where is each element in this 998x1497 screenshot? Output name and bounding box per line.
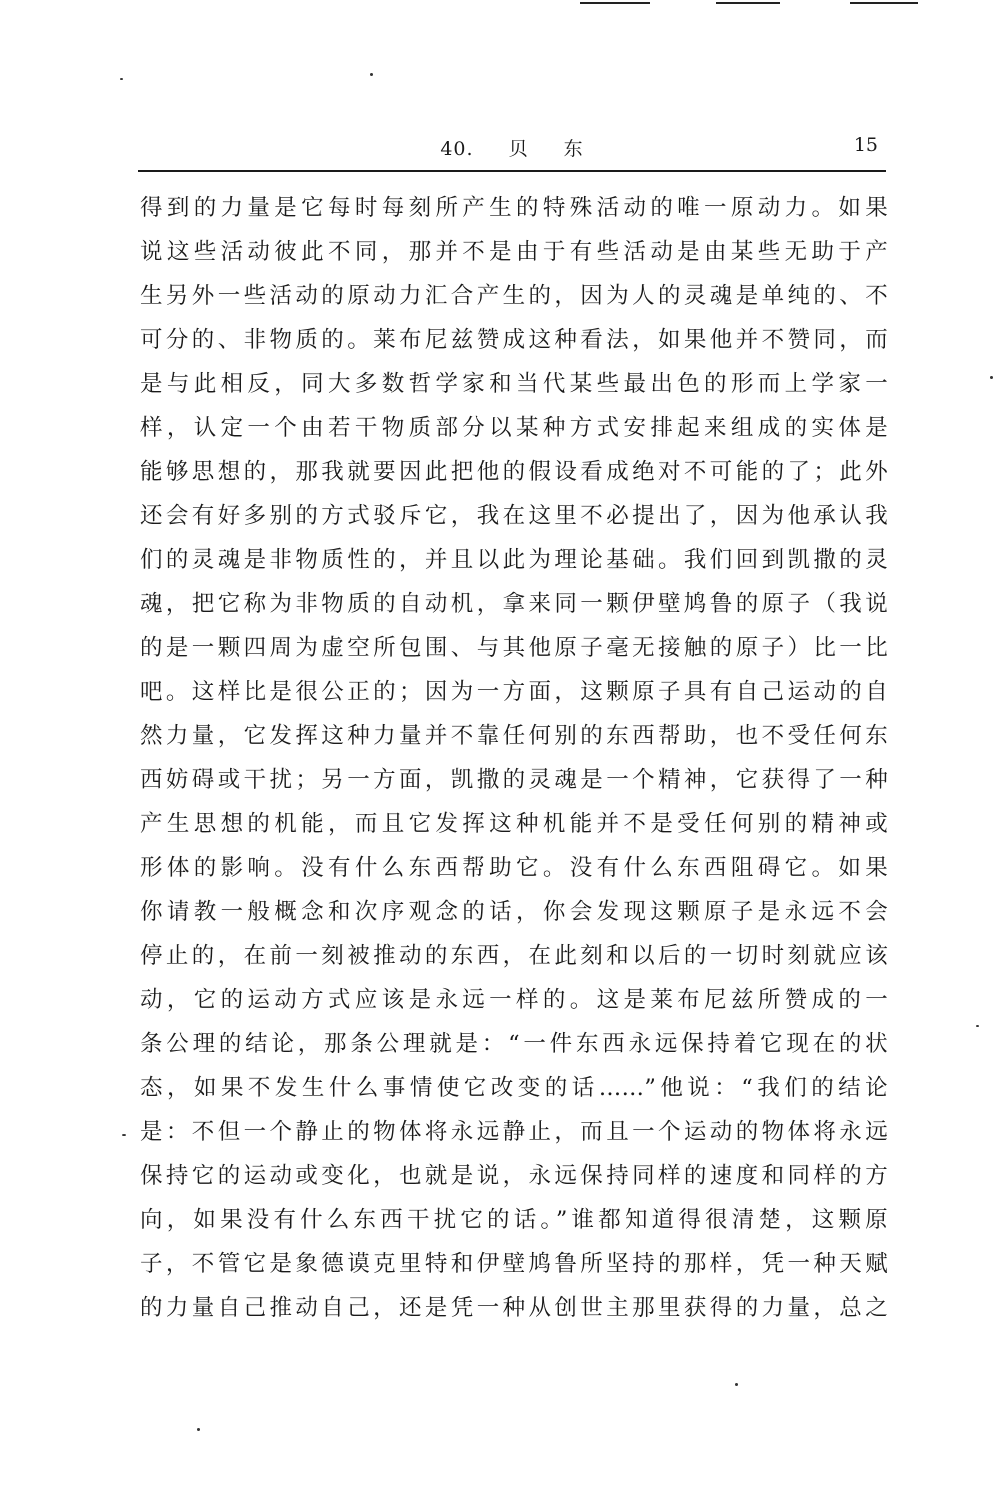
text-line: 还会有好多别的方式驳斥它，我在这里不必提出了，因为他承认我 xyxy=(140,503,888,529)
scan-top-rule-3 xyxy=(850,2,918,4)
text-line: 可分的、非物质的。莱布尼兹赞成这种看法，如果他并不赞同，而 xyxy=(140,327,888,353)
scan-speck xyxy=(120,78,123,80)
text-line: 是与此相反，同大多数哲学家和当代某些最出色的形而上学家一 xyxy=(140,371,888,397)
text-line: 是：不但一个静止的物体将永远静止，而且一个运动的物体将永远 xyxy=(140,1119,888,1145)
text-line: 魂，把它称为非物质的自动机，拿来同一颗伊壁鸠鲁的原子（我说 xyxy=(140,591,888,617)
body-text xyxy=(140,186,888,1330)
text-line: 得到的力量是它每时每刻所产生的特殊活动的唯一原动力。如果 xyxy=(140,195,888,221)
scan-speck xyxy=(990,376,993,379)
text-line: 条公理的结论，那条公理就是：“一件东西永远保持着它现在的状 xyxy=(140,1031,888,1057)
text-line: 形体的影响。没有什么东西帮助它。没有什么东西阻碍它。如果 xyxy=(140,855,888,881)
scan-speck xyxy=(122,1134,126,1136)
text-line: 你请教一般概念和次序观念的话，你会发现这颗原子是永远不会 xyxy=(140,899,888,925)
text-line: 停止的，在前一刻被推动的东西，在此刻和以后的一切时刻就应该 xyxy=(140,943,888,969)
scan-top-rule-1 xyxy=(580,2,650,4)
page-number: 15 xyxy=(853,134,878,156)
text-line: 说这些活动彼此不同，那并不是由于有些活动是由某些无助于产 xyxy=(140,239,888,265)
text-line: 西妨碍或干扰；另一方面，凯撒的灵魂是一个精神，它获得了一种 xyxy=(140,767,888,793)
scan-speck xyxy=(976,1025,979,1027)
text-line: 动，它的运动方式应该是永远一样的。这是莱布尼兹所赞成的一 xyxy=(140,987,888,1013)
text-line: 态，如果不发生什么事情使它改变的话……”他说：“我们的结论 xyxy=(140,1075,888,1101)
text-line: 然力量，它发挥这种力量并不靠任何别的东西帮助，也不受任何东 xyxy=(140,723,888,749)
scan-top-rule-2 xyxy=(716,2,780,4)
text-line: 保持它的运动或变化，也就是说，永远保持同样的速度和同样的方 xyxy=(140,1163,888,1189)
text-line: 能够思想的，那我就要因此把他的假设看成绝对不可能的了；此外 xyxy=(140,459,888,485)
text-line: 们的灵魂是非物质性的，并且以此为理论基础。我们回到凯撒的灵 xyxy=(140,547,888,573)
text-line: 子，不管它是象德谟克里特和伊壁鸠鲁所坚持的那样，凭一种天赋 xyxy=(140,1251,888,1277)
text-line: 样，认定一个由若干物质部分以某种方式安排起来组成的实体是 xyxy=(140,415,888,441)
running-head xyxy=(138,128,886,162)
text-line: 生另外一些活动的原动力汇合产生的，因为人的灵魂是单纯的、不 xyxy=(140,283,888,309)
scan-speck xyxy=(370,73,373,76)
text-line: 向，如果没有什么东西干扰它的话。”谁都知道得很清楚，这颗原 xyxy=(140,1207,888,1233)
chapter-title: 40. 贝 东 xyxy=(440,138,584,160)
text-line: 产生思想的机能，而且它发挥这种机能并不是受任何别的精神或 xyxy=(140,811,888,837)
text-line: 的是一颗四周为虚空所包围、与其他原子毫无接触的原子）比一比 xyxy=(140,635,888,661)
text-line: 吧。这样比是很公正的；因为一方面，这颗原子具有自己运动的自 xyxy=(140,679,888,705)
scan-speck xyxy=(197,1428,200,1431)
scan-speck xyxy=(735,1383,738,1386)
header-rule xyxy=(138,170,886,172)
text-line: 的力量自己推动自己，还是凭一种从创世主那里获得的力量，总之 xyxy=(140,1295,888,1321)
